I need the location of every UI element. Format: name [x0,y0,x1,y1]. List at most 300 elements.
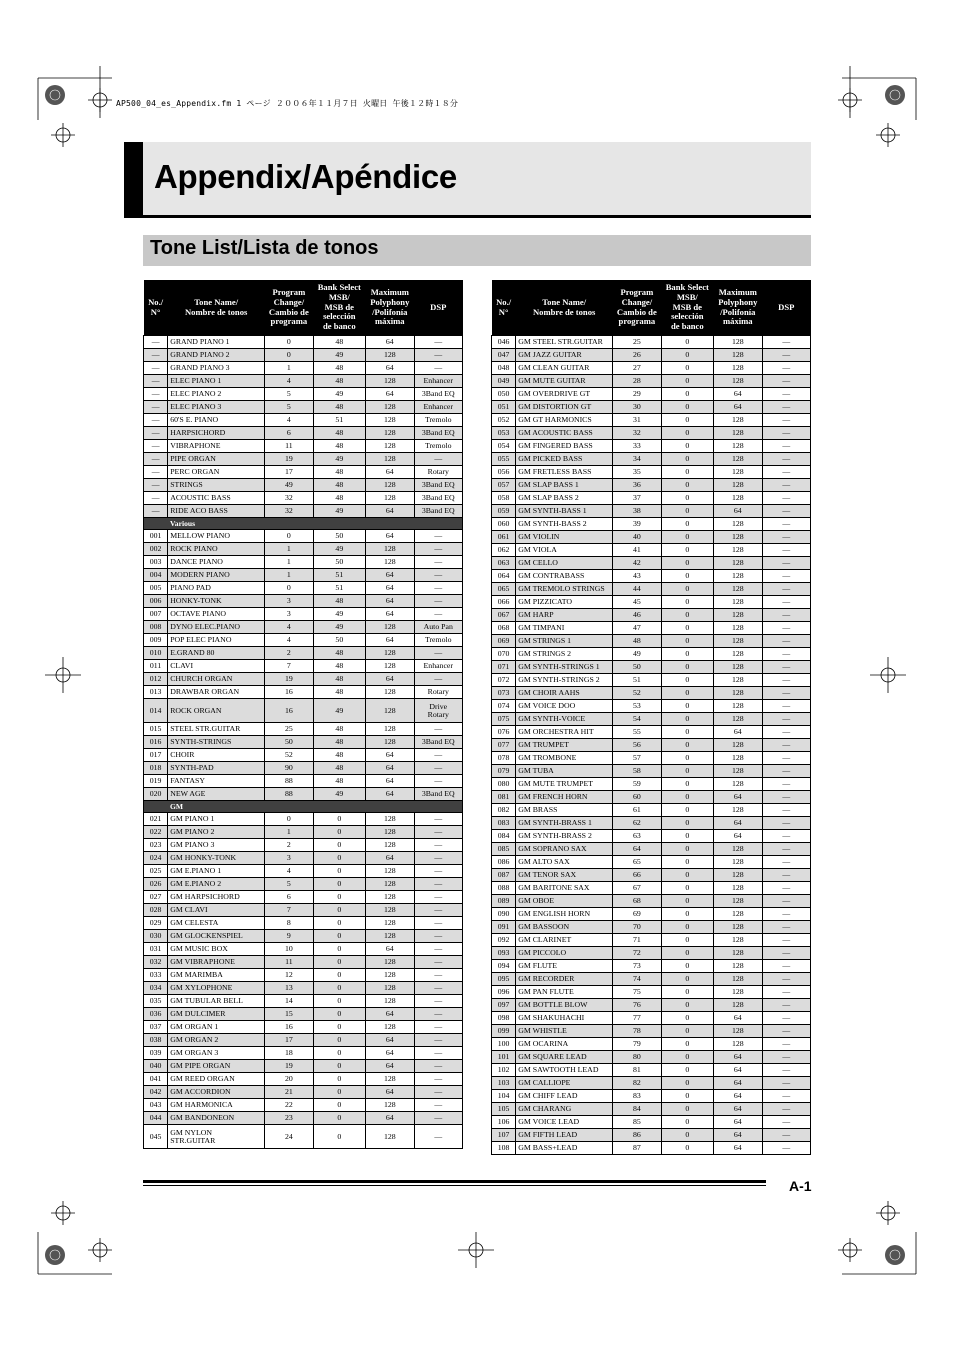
cell-name: GM PICCOLO [516,947,613,960]
cell-mp: 128 [366,865,414,878]
cell-mp: 128 [714,427,762,440]
table-row [492,700,811,713]
cell-dsp: — [762,1116,810,1129]
table-row [492,583,811,596]
table-row [144,969,463,982]
cell-dsp: — [414,956,462,969]
cell-pc: 44 [613,583,661,596]
cell-mp: 128 [366,414,414,427]
cell-mp: 128 [714,440,762,453]
cell-no: 024 [144,852,168,865]
cell-pc: 14 [265,995,313,1008]
cell-dsp: — [762,1051,810,1064]
cell-no: 090 [492,908,516,921]
cell-pc: 4 [265,621,313,634]
cell-pc: 11 [265,440,313,453]
cell-pc: 0 [265,336,313,349]
title-accent-bar [124,142,143,218]
cell-mp: 128 [366,427,414,440]
cell-name: GM FINGERED BASS [516,440,613,453]
cell-bs: 0 [661,609,713,622]
table-row [492,609,811,622]
cell-mp: 128 [366,479,414,492]
cell-pc: 18 [265,1047,313,1060]
group-header-row [144,801,463,813]
cell-dsp: — [762,739,810,752]
cell-bs: 51 [313,582,365,595]
cell-bs: 0 [313,1008,365,1021]
cell-dsp: — [414,878,462,891]
cell-no: 014 [144,699,168,723]
cell-mp: 128 [366,826,414,839]
cell-name: GM CELLO [516,557,613,570]
cell-name: SYNTH-PAD [168,762,265,775]
cell-mp: 64 [714,726,762,739]
cell-bs: 0 [661,544,713,557]
cell-no: 074 [492,700,516,713]
cell-name: GM XYLOPHONE [168,982,265,995]
cell-name: DYNO ELEC.PIANO [168,621,265,634]
cell-pc: 32 [265,492,313,505]
table-row [144,943,463,956]
cell-name: GM SAWTOOTH LEAD [516,1064,613,1077]
cell-pc: 26 [613,349,661,362]
cell-no: 005 [144,582,168,595]
cell-pc: 16 [265,686,313,699]
cell-no: 001 [144,530,168,543]
cell-no: 050 [492,388,516,401]
cell-name: GM SYNTH-VOICE [516,713,613,726]
cell-dsp: — [414,530,462,543]
cell-dsp: — [414,595,462,608]
cell-mp: 128 [714,700,762,713]
cell-dsp: — [762,947,810,960]
cell-dsp: — [414,982,462,995]
cell-no: 081 [492,791,516,804]
column-header-mp: Maximum Polyphony /Polifonía máxima [366,280,414,336]
cell-pc: 0 [265,813,313,826]
cell-no: 094 [492,960,516,973]
cell-pc: 4 [265,375,313,388]
cell-name: GM DISTORTION GT [516,401,613,414]
table-row [144,699,463,723]
cell-dsp: — [762,596,810,609]
cell-name: ROCK ORGAN [168,699,265,723]
cell-bs: 48 [313,686,365,699]
table-row [144,375,463,388]
cell-no: 025 [144,865,168,878]
cell-dsp: — [414,1099,462,1112]
table-row [492,713,811,726]
cell-bs: 0 [313,1060,365,1073]
cell-mp: 64 [714,1116,762,1129]
cell-mp: 128 [714,1025,762,1038]
cell-dsp: — [762,843,810,856]
cell-bs: 0 [313,982,365,995]
cell-mp: 64 [366,1034,414,1047]
cell-mp: 64 [366,1112,414,1125]
cell-bs: 0 [661,388,713,401]
cell-name: GM VOICE LEAD [516,1116,613,1129]
table-row [492,791,811,804]
cell-mp: 128 [714,882,762,895]
cell-mp: 128 [366,956,414,969]
cell-pc: 25 [613,336,661,349]
table-row [144,608,463,621]
cell-pc: 59 [613,778,661,791]
table-row [492,388,811,401]
cell-bs: 0 [313,813,365,826]
page-number: A-1 [789,1178,812,1194]
cell-mp: 64 [366,634,414,647]
cell-bs: 0 [661,986,713,999]
cell-no: 104 [492,1090,516,1103]
cell-no: 105 [492,1103,516,1116]
cell-bs: 48 [313,673,365,686]
cell-pc: 82 [613,1077,661,1090]
cell-dsp: — [762,713,810,726]
cell-mp: 128 [366,453,414,466]
cell-name: MELLOW PIANO [168,530,265,543]
table-row [492,1064,811,1077]
cell-name: GM TIMPANI [516,622,613,635]
cell-no: 052 [492,414,516,427]
cell-pc: 10 [265,943,313,956]
cell-mp: 64 [714,830,762,843]
cell-dsp: — [762,791,810,804]
cell-no: 041 [144,1073,168,1086]
cell-no: 053 [492,427,516,440]
cell-name: STEEL STR.GUITAR [168,723,265,736]
cell-pc: 33 [613,440,661,453]
cell-mp: 64 [714,401,762,414]
cell-name: GM DULCIMER [168,1008,265,1021]
table-row [144,634,463,647]
cell-dsp: — [414,1034,462,1047]
cell-dsp: — [762,635,810,648]
table-row [492,544,811,557]
table-row [144,414,463,427]
cell-bs: 0 [661,362,713,375]
cell-name: HARPSICHORD [168,427,265,440]
table-row [144,647,463,660]
cell-no: 038 [144,1034,168,1047]
cell-pc: 5 [265,401,313,414]
cell-pc: 31 [613,414,661,427]
cell-mp: 128 [714,1038,762,1051]
cell-no: 100 [492,1038,516,1051]
cell-mp: 128 [366,686,414,699]
column-header-name: Tone Name/ Nombre de tonos [168,280,265,336]
cell-name: GM CONTRABASS [516,570,613,583]
cell-pc: 85 [613,1116,661,1129]
cell-dsp: 3Band EQ [414,427,462,440]
cell-mp: 128 [714,986,762,999]
cell-pc: 87 [613,1142,661,1155]
cell-bs: 0 [661,440,713,453]
table-row [492,986,811,999]
cell-pc: 49 [613,648,661,661]
table-row [492,999,811,1012]
cell-name: MODERN PIANO [168,569,265,582]
cell-no: 046 [492,336,516,349]
cell-mp: 128 [366,891,414,904]
cell-pc: 46 [613,609,661,622]
cell-bs: 49 [313,349,365,362]
cell-mp: 128 [714,453,762,466]
cell-bs: 48 [313,660,365,673]
cell-dsp: — [414,1112,462,1125]
column-header-bs: Bank Select MSB/ MSB de selección de banco [313,280,365,336]
cell-no: 028 [144,904,168,917]
table-row [144,826,463,839]
cell-pc: 1 [265,556,313,569]
table-row [492,895,811,908]
cell-mp: 128 [714,739,762,752]
table-row [144,453,463,466]
cell-mp: 128 [366,1099,414,1112]
cell-name: HONKY-TONK [168,595,265,608]
cell-no: 059 [492,505,516,518]
cell-no: 088 [492,882,516,895]
table-row [144,891,463,904]
cell-pc: 15 [265,1008,313,1021]
cell-pc: 63 [613,830,661,843]
column-header-pc: Program Change/ Cambio de programa [265,280,313,336]
cell-name: GM BASS+LEAD [516,1142,613,1155]
table-row [144,956,463,969]
cell-name: GM HARP [516,609,613,622]
cell-dsp: — [762,479,810,492]
cell-no: 010 [144,647,168,660]
cell-no: 102 [492,1064,516,1077]
cell-mp: 128 [714,375,762,388]
cell-mp: 128 [714,336,762,349]
cell-no: 022 [144,826,168,839]
cell-mp: 128 [714,609,762,622]
cell-pc: 77 [613,1012,661,1025]
cell-name: VIBRAPHONE [168,440,265,453]
cell-mp: 128 [714,934,762,947]
cell-no: 013 [144,686,168,699]
cell-bs: 0 [661,401,713,414]
cell-pc: 52 [613,687,661,700]
cell-name: GM BARITONE SAX [516,882,613,895]
cell-name: GM PAN FLUTE [516,986,613,999]
cell-no: 068 [492,622,516,635]
cell-mp: 128 [366,995,414,1008]
cell-mp: 64 [366,788,414,801]
cell-bs: 0 [313,1073,365,1086]
cell-no: 020 [144,788,168,801]
table-row [492,362,811,375]
column-header-no: No./ N° [492,280,516,336]
cell-name: E.GRAND 80 [168,647,265,660]
cell-pc: 5 [265,878,313,891]
table-row [492,1129,811,1142]
cell-mp: 128 [714,843,762,856]
cell-mp: 128 [714,752,762,765]
table-row [144,1086,463,1099]
cell-mp: 128 [714,895,762,908]
cell-pc: 62 [613,817,661,830]
cell-bs: 48 [313,375,365,388]
table-row [144,427,463,440]
cell-mp: 64 [714,1064,762,1077]
cell-name: GM E.PIANO 1 [168,865,265,878]
cell-bs: 0 [661,908,713,921]
cell-pc: 88 [265,788,313,801]
cell-no: 073 [492,687,516,700]
cell-bs: 0 [661,700,713,713]
cell-pc: 64 [613,843,661,856]
table-row [144,839,463,852]
table-row [492,882,811,895]
cell-dsp: — [762,453,810,466]
table-row [492,375,811,388]
table-row [144,673,463,686]
cell-no: 042 [144,1086,168,1099]
cell-pc: 3 [265,595,313,608]
cell-bs: 0 [661,336,713,349]
cell-bs: 0 [661,674,713,687]
cell-bs: 49 [313,453,365,466]
cell-pc: 27 [613,362,661,375]
table-row [492,622,811,635]
cell-mp: 128 [714,362,762,375]
cell-mp: 128 [366,492,414,505]
cell-pc: 48 [613,635,661,648]
table-row [492,648,811,661]
cell-no: 048 [492,362,516,375]
cell-dsp: — [414,904,462,917]
cell-no: 108 [492,1142,516,1155]
cell-pc: 66 [613,869,661,882]
cell-no: 098 [492,1012,516,1025]
cell-pc: 13 [265,982,313,995]
cell-name: ROCK PIANO [168,543,265,556]
cell-dsp: — [414,1008,462,1021]
cell-dsp: — [762,895,810,908]
table-row [492,336,811,349]
cell-pc: 81 [613,1064,661,1077]
cell-name: DRAWBAR ORGAN [168,686,265,699]
cell-pc: 47 [613,622,661,635]
table-row [144,505,463,518]
cell-dsp: — [762,583,810,596]
cell-mp: 128 [714,674,762,687]
cell-mp: 128 [714,570,762,583]
table-row [492,427,811,440]
cell-no: — [144,492,168,505]
cell-mp: 128 [714,661,762,674]
cell-pc: 83 [613,1090,661,1103]
cell-mp: 64 [366,608,414,621]
cell-pc: 6 [265,427,313,440]
cell-bs: 0 [661,635,713,648]
cell-no: 044 [144,1112,168,1125]
cell-mp: 64 [714,791,762,804]
cell-mp: 64 [366,1060,414,1073]
cell-mp: 128 [714,622,762,635]
cell-mp: 64 [366,943,414,956]
table-row [144,388,463,401]
cell-dsp: — [414,943,462,956]
cell-name: GRAND PIANO 1 [168,336,265,349]
cell-no: 092 [492,934,516,947]
cell-pc: 32 [613,427,661,440]
cell-mp: 128 [714,648,762,661]
table-row [492,1116,811,1129]
cell-bs: 0 [661,960,713,973]
cell-no: 055 [492,453,516,466]
cell-bs: 0 [661,1025,713,1038]
cell-pc: 1 [265,569,313,582]
cell-bs: 48 [313,762,365,775]
cell-dsp: — [762,1064,810,1077]
cell-no: 066 [492,596,516,609]
cell-pc: 25 [265,723,313,736]
table-header-row [144,280,463,336]
table-row [144,930,463,943]
table-row [492,349,811,362]
cell-name: GRAND PIANO 3 [168,362,265,375]
cell-bs: 0 [661,843,713,856]
cell-name: GM BOTTLE BLOW [516,999,613,1012]
cell-bs: 49 [313,699,365,723]
cell-no: 035 [144,995,168,1008]
cell-mp: 128 [714,414,762,427]
cell-pc: 9 [265,930,313,943]
cell-bs: 48 [313,440,365,453]
cell-name: ELEC PIANO 3 [168,401,265,414]
cell-mp: 128 [714,492,762,505]
cell-pc: 69 [613,908,661,921]
cell-name: GM MARIMBA [168,969,265,982]
table-row [144,621,463,634]
cell-mp: 128 [366,982,414,995]
cell-name: GM FRENCH HORN [516,791,613,804]
cell-pc: 24 [265,1125,313,1149]
cell-bs: 0 [661,947,713,960]
cell-bs: 0 [313,839,365,852]
cell-no: 018 [144,762,168,775]
cell-no: — [144,414,168,427]
table-row [492,674,811,687]
cell-name: GM FLUTE [516,960,613,973]
cell-dsp: — [414,362,462,375]
table-row [492,934,811,947]
table-row [492,1025,811,1038]
cell-name: GM BANDONEON [168,1112,265,1125]
cell-bs: 0 [661,934,713,947]
cell-name: GM ACCORDION [168,1086,265,1099]
cell-mp: 64 [366,466,414,479]
table-row [492,752,811,765]
cell-pc: 49 [265,479,313,492]
cell-name: GM WHISTLE [516,1025,613,1038]
cell-mp: 128 [714,765,762,778]
cell-no: 003 [144,556,168,569]
cell-mp: 64 [714,1051,762,1064]
cell-pc: 54 [613,713,661,726]
cell-bs: 0 [661,921,713,934]
cell-no: 072 [492,674,516,687]
cell-no: 031 [144,943,168,956]
table-row [144,917,463,930]
cell-dsp: — [762,427,810,440]
cell-name: GM SLAP BASS 1 [516,479,613,492]
